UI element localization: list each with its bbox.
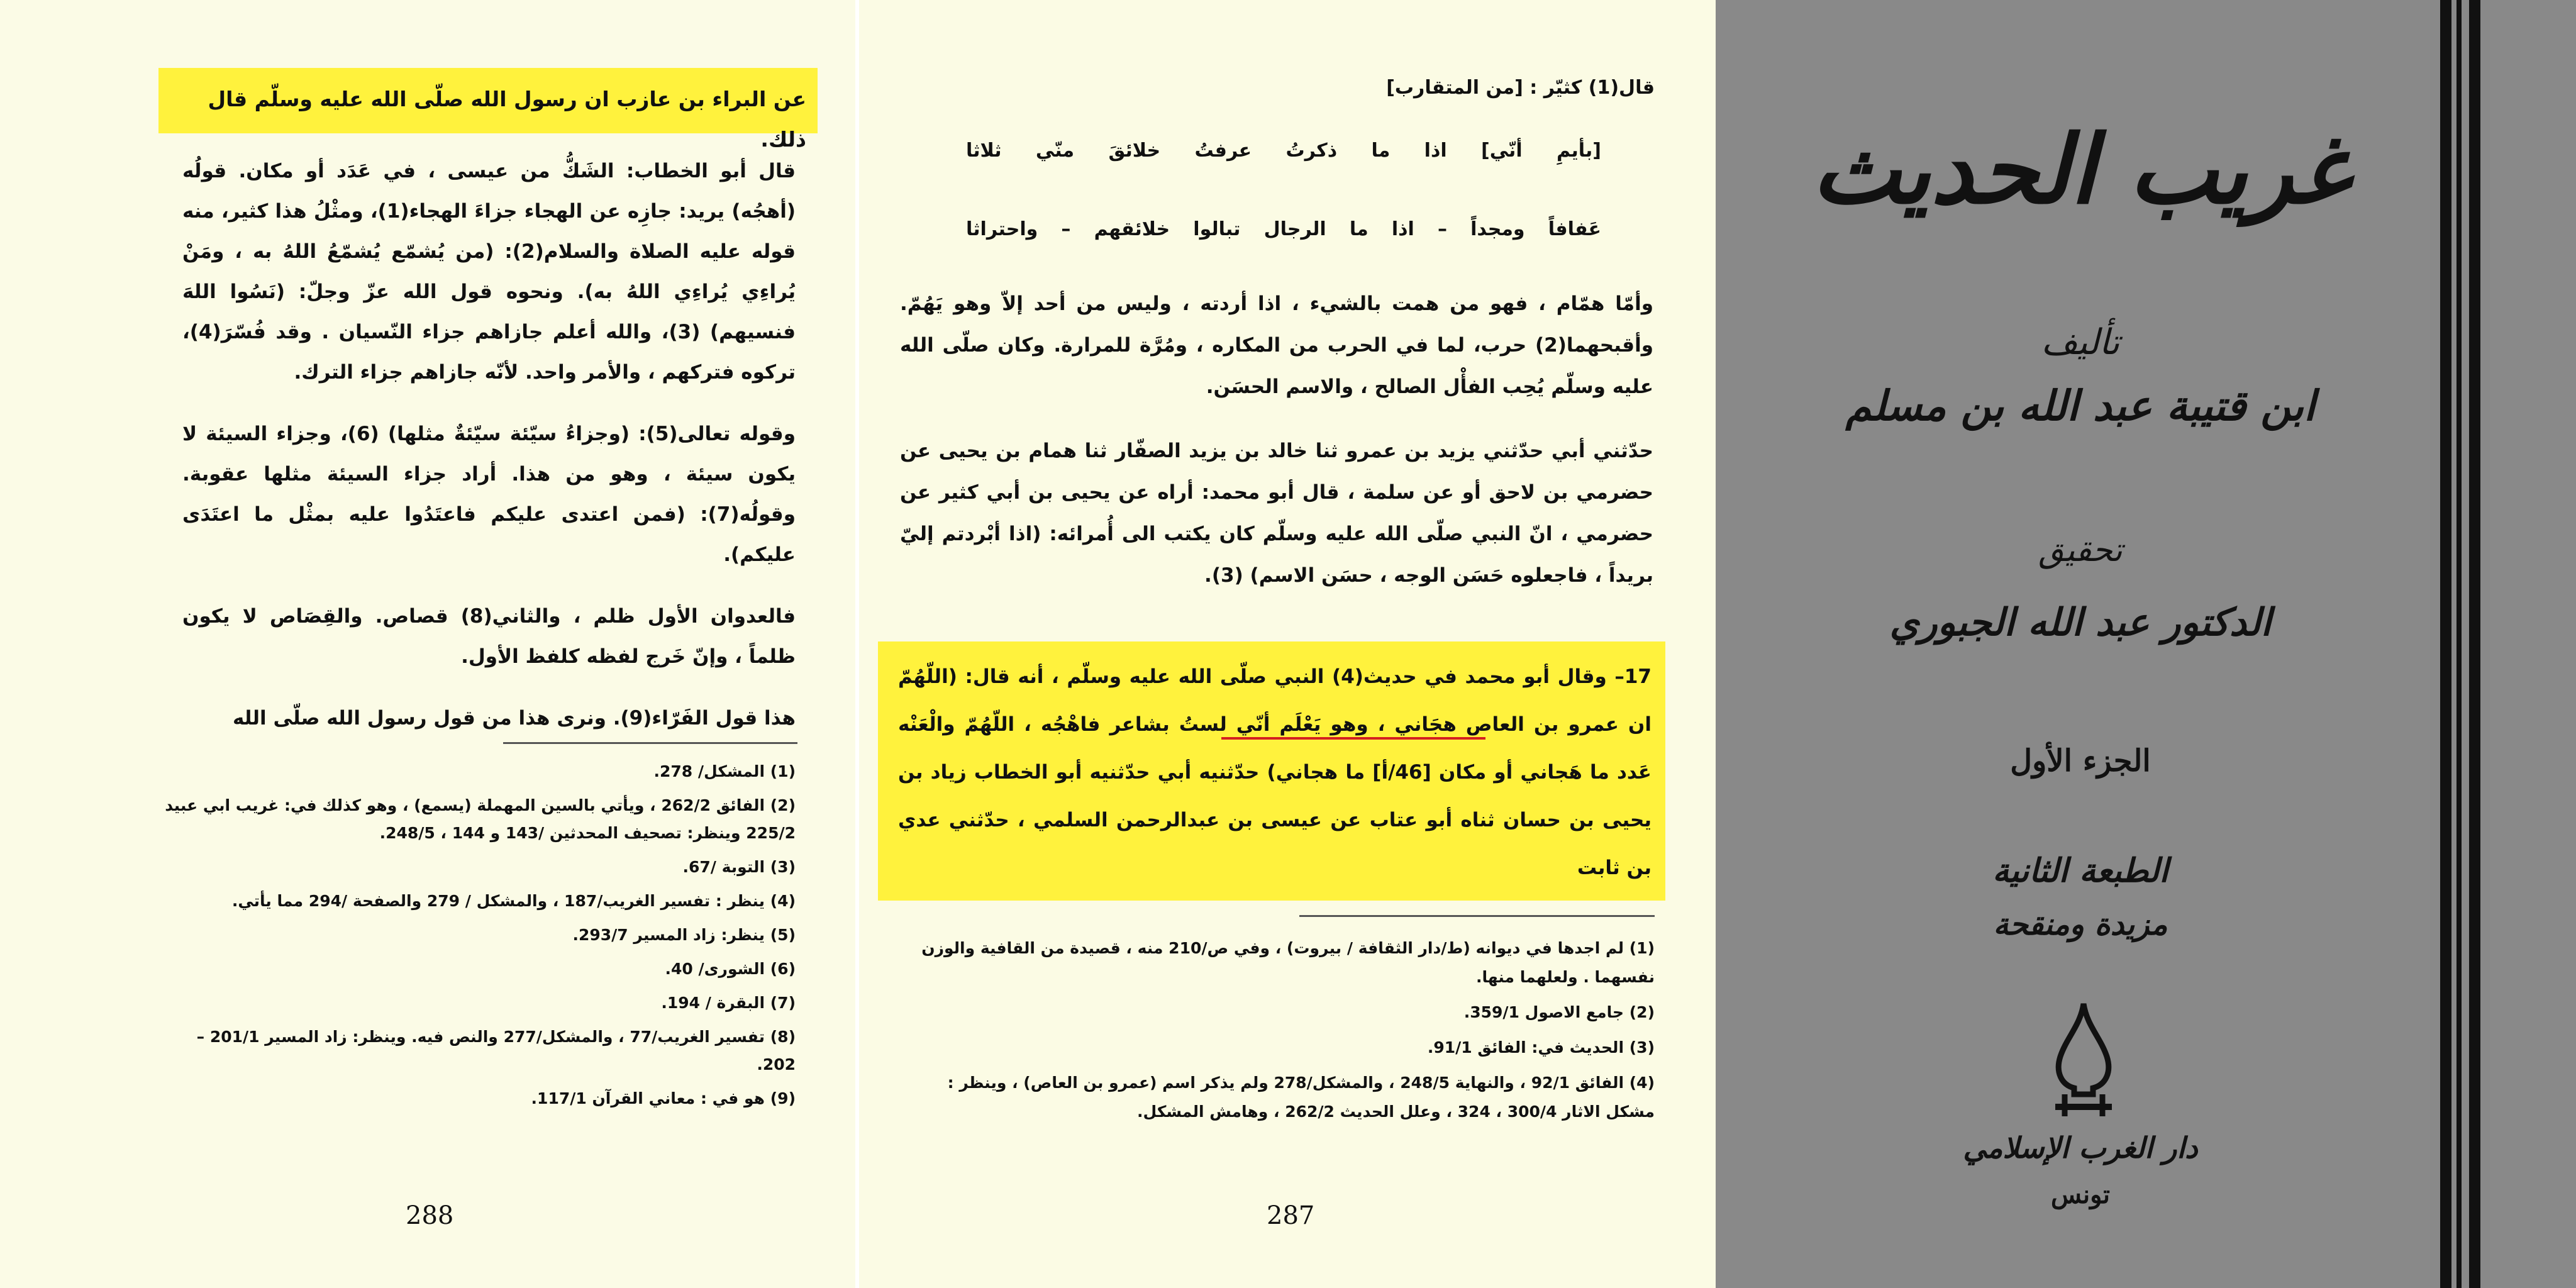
footnote: (6) الشورى/ 40. xyxy=(665,960,796,978)
red-underline xyxy=(1221,737,1485,740)
page-number: 288 xyxy=(406,1201,454,1230)
page-287 xyxy=(855,0,1716,1288)
body-paragraph: قال أبو الخطاب: الشَكُّ من عيسى ، في عَدَد أو مكان. قولُه (أهجُه) يريد: جازِه عن الهجاء جزاءَ الهجاء(1)، ومثْلُ هذا كثير، منه قوله عليه الصلاة والسلام(2): (من يُشمّع يُشمّعُ اللهُ به ، ومَنْ يُراءِي يُراءِي اللهُ به). ونحوه قول الله عزّ وجلّ: (نَسُوا اللهَ فنسيهم) (3)، والله أعلم جازاهم جزاء النّسيان . وقد فُسّرَ(4)، تركوه فتركهم ، والأمر واحد. لأنّه جازاهم جزاء الترك. xyxy=(182,160,796,384)
footnote: (5) ينظر: زاد المسير 293/7. xyxy=(572,926,796,944)
publisher-logo xyxy=(2036,1000,2131,1119)
edition-label: الطبعة الثانية xyxy=(1992,852,2168,890)
publisher-logo-icon xyxy=(2036,1000,2131,1119)
footnote: (4) ينظر : تفسير الغريب/187 ، والمشكل / 279 والصفحة /294 مما يأتي. xyxy=(231,892,796,910)
footnote: (3) التوبة /67. xyxy=(682,858,796,876)
verse-line: عَفافاً ومجداً – اذا ما الرجال تبالوا خلائقهم – واحتراثا xyxy=(966,218,1601,240)
poem-intro: قال(1) كثيّر : [من المتقارب] xyxy=(1386,77,1655,99)
publisher-city: تونس xyxy=(2051,1180,2110,1209)
footnote-divider xyxy=(1299,915,1655,917)
edition-note: مزيدة ومنقحة xyxy=(1993,907,2168,942)
page-288-footnotes xyxy=(164,758,796,1119)
highlighted-heading-text: عن البراء بن عازب ان رسول الله صلّى الله عليه وسلّم قال ذلك. xyxy=(208,87,806,152)
body-paragraph: حدّثني أبي حدّثني يزيد بن عمرو ثنا خالد بن يزيد الصفّار ثنا همام بن يحيى عن حضرمي بن لاحق أو عن سلمة ، قال أبو محمد: أراه عن يحيى بن أبي كثير عن حضرمي ، انّ النبي صلّى الله عليه وسلّم كان يكتب الى أُمرائه: (اذا أبْردتم إليّ بريداً ، فاجعلوه حَسَن الوجه ، حسَن الاسم) (3). xyxy=(900,440,1653,587)
editor-label: تحقيق xyxy=(2038,531,2123,569)
footnote: (2) جامع الاصول 359/1. xyxy=(1463,1003,1655,1021)
page-287-footnotes xyxy=(897,934,1655,1133)
footnote: (8) تفسير الغريب/77 ، والمشكل/277 والنص فيه. وينظر: زاد المسير 201/1 – 202. xyxy=(196,1028,796,1074)
page-number: 287 xyxy=(1267,1201,1315,1230)
footnote: (3) الحديث في: الفائق 91/1. xyxy=(1427,1038,1655,1057)
footnote: (2) الفائق 262/2 ، ويأتي بالسين المهملة (يسمع) ، وهو كذلك في: غريب ابي عبيد 225/2 وينظر: تصحيف المحدثين /143 و 144 ، 248/5. xyxy=(165,796,796,842)
footnote: (1) لم اجدها في ديوانه (ط/دار الثقافة / بيروت) ، وفي ص/210 منه ، قصيدة من القافية والوزن نفسهما . ولعلهما منها. xyxy=(921,939,1655,986)
cover-spine-line xyxy=(2457,0,2462,1288)
book-title: غريب الحديث xyxy=(1811,114,2350,225)
cover-spine-line xyxy=(2469,0,2480,1288)
author-label: تأليف xyxy=(2041,322,2120,363)
footnote: (9) هو في : معاني القرآن 117/1. xyxy=(531,1089,796,1108)
body-paragraph: فالعدوان الأول ظلم ، والثاني(8) قصاص. والقِصَاص لا يكون ظلماً ، وإنّ خَرج لفظه كلفظ الأول. xyxy=(182,605,796,668)
body-paragraph: وقوله تعالى(5): (وجزاءُ سيّئة سيّئةٌ مثلها) (6)، وجزاء السيئة لا يكون سيئة ، وهو من هذا. أراد جزاء السيئة مثلها عقوبة. وقولُه(7): (فمن اعتدى عليكم فاعتَدُوا عليه بمثْل ما اعتَدَى عليكم). xyxy=(182,423,796,566)
page-288-body xyxy=(182,151,796,738)
footnote-divider xyxy=(503,742,797,744)
highlighted-hadith-text: 17– وقال أبو محمد في حديث(4) النبي صلّى الله عليه وسلّم ، أنه قال: (اللّهُمّ ان عمرو بن العاص هجَاني ، وهو يَعْلَم أنّي لستُ بشاعر فاهْجُه ، اللّهُمّ والْعَنْه عَدد ما هَجاني أو مكان [46/أ] ما هجاني) حدّثنيه أبي حدّثنيه أبو الخطاب زياد بن يحيى بن حسان ثناه أبو عتاب عن عيسى بن عبدالرحمن السلمي ، حدّثني عدي بن ثابت xyxy=(898,665,1652,879)
page-288 xyxy=(0,0,855,1288)
publisher-name: دار الغرب الإسلامي xyxy=(1963,1131,2198,1165)
footnote: (1) المشكل/ 278. xyxy=(653,762,796,780)
footnote: (7) البقرة / 194. xyxy=(661,994,796,1012)
body-paragraph: وأمّا همّام ، فهو من همت بالشيء ، اذا أردته ، وليس من أحد إلاّ وهو يَهُمّ. وأقبحهما(2) حرب، لما في الحرب من المكاره ، ومُرَّة للمرارة. وكان صلّى الله عليه وسلّم يُحِب الفأْل الصالح ، والاسم الحسَن. xyxy=(900,292,1653,398)
verse-line: [بأيمِ أنّي] اذا ما ذكرتُ عرفتُ خلائقَ منّي ثلاثا xyxy=(966,140,1601,162)
page-287-body xyxy=(900,283,1653,596)
author-name: ابن قتيبة عبد الله بن مسلم xyxy=(1845,381,2316,430)
book-cover xyxy=(1716,0,2576,1288)
cover-spine-line xyxy=(2440,0,2451,1288)
editor-name: الدكتور عبد الله الجبوري xyxy=(1889,601,2272,645)
footnote: (4) الفائق 92/1 ، والنهاية 248/5 ، والمشكل/278 ولم يذكر اسم (عمرو بن العاص) ، وينظر : مشكل الاثار 300/4 ، 324 ، وعلل الحديث 262/2 ، وهامش المشكل. xyxy=(947,1074,1655,1121)
body-paragraph: هذا قول الفَرّاء(9). ونرى هذا من قول رسول الله صلّى الله xyxy=(232,707,796,730)
volume-label: الجزء الأول xyxy=(2010,743,2151,779)
